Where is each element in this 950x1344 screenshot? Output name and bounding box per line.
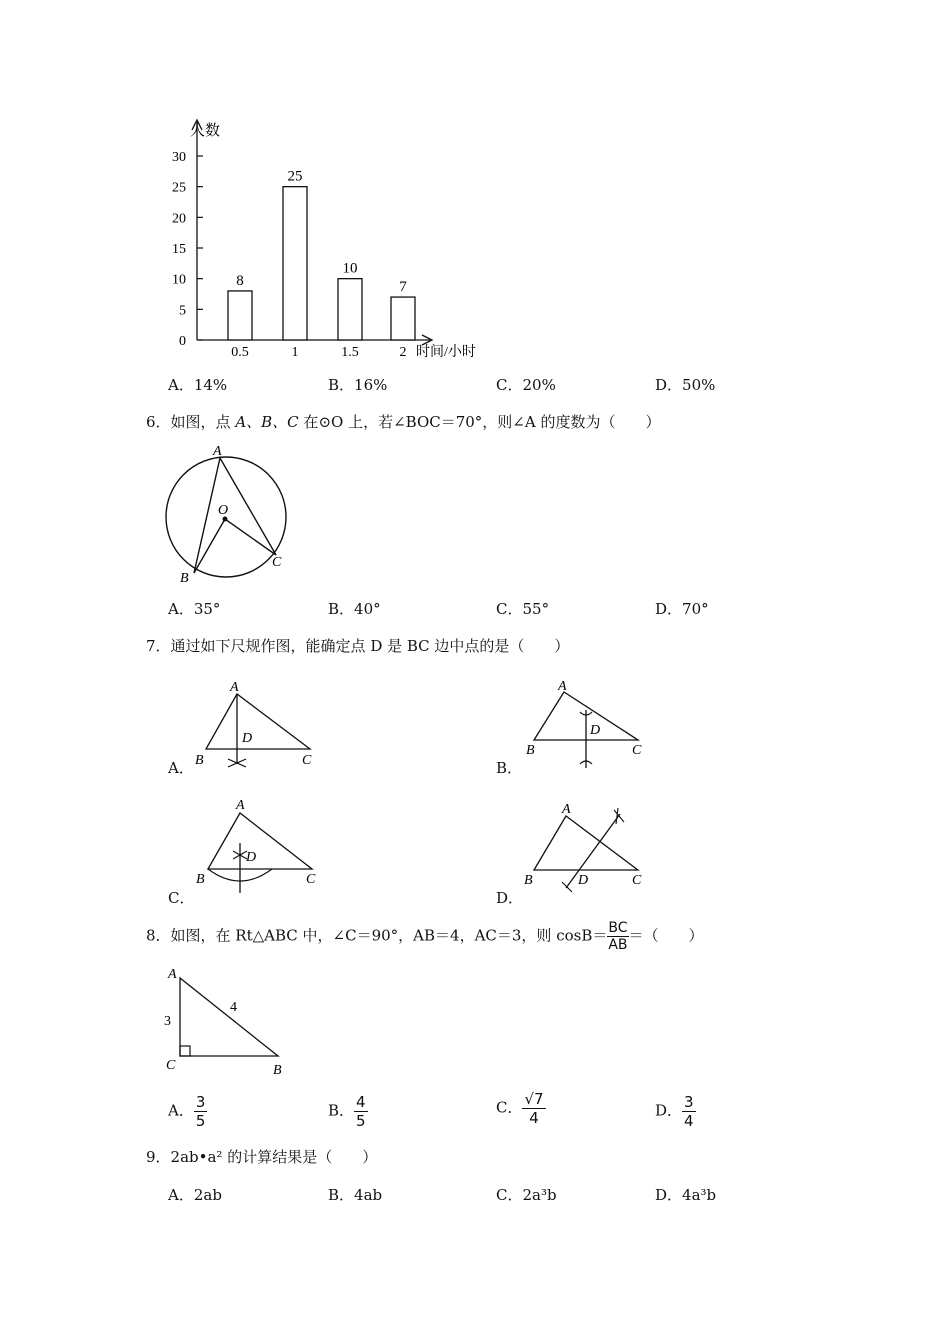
radii-b-o-c	[194, 519, 276, 573]
svg-text:4: 4	[230, 1000, 237, 1015]
label-b: B	[180, 571, 189, 586]
svg-text:D: D	[578, 873, 589, 888]
q6-circle-figure	[158, 438, 298, 588]
q6-option-d[interactable]: D．70°	[655, 600, 709, 618]
q9-option-b[interactable]: B．4ab	[328, 1186, 383, 1204]
q9-option-c[interactable]: C．2a³b	[496, 1186, 557, 1204]
q7-figure-b	[520, 672, 660, 772]
right-angle-mark	[180, 1046, 190, 1056]
data-label: 10	[342, 260, 358, 277]
x-tick-label: 1.5	[341, 345, 359, 360]
label-o: O	[218, 503, 229, 518]
svg-text:C: C	[632, 743, 642, 758]
q8-stem: 8．如图，在 Rt△ABC 中，∠C＝90°，AB＝4，AC＝3，则 cosB＝ $\frac{BC}{AB}$ ＝（ ）	[146, 920, 704, 953]
y-tick-label: 30	[172, 150, 186, 165]
y-tick-label: 25	[172, 180, 186, 196]
svg-text:B: B	[196, 872, 205, 887]
cosb-fraction: $\frac{BC}{AB}$	[608, 920, 628, 953]
x-tick-label: 2	[399, 345, 407, 360]
q8-triangle-figure	[158, 962, 298, 1080]
label-c: C	[272, 555, 282, 570]
x-axis-label: 时间/小时	[416, 345, 476, 360]
q8-option-b[interactable]: B． $\frac{4}{5}$	[328, 1093, 366, 1130]
data-label: 25	[287, 168, 303, 185]
label-a: A	[213, 444, 222, 459]
q5-option-a[interactable]: A．14%	[168, 376, 228, 394]
q8-option-a[interactable]: A． $\frac{3}{5}$	[168, 1093, 206, 1130]
svg-text:B: B	[195, 753, 204, 768]
q6-option-b[interactable]: B．40°	[328, 600, 381, 618]
q9-stem: 9．2ab•a² 的计算结果是（ ）	[146, 1148, 378, 1166]
svg-text:A: A	[558, 679, 567, 694]
svg-text:C: C	[306, 872, 316, 887]
svg-text:A: A	[168, 967, 177, 982]
bar-2	[391, 297, 415, 340]
q7-stem: 7．通过如下尺规作图，能确定点 D 是 BC 边中点的是（ ）	[146, 637, 570, 655]
x-tick-label: 1	[291, 345, 299, 360]
svg-text:B: B	[526, 743, 535, 758]
q7-option-d[interactable]: D．	[496, 889, 524, 907]
q8-option-d[interactable]: D． $\frac{3}{4}$	[655, 1093, 694, 1130]
q5-option-c[interactable]: C．20%	[496, 376, 556, 394]
bar-1	[283, 187, 307, 340]
bar-chart	[150, 110, 510, 370]
x-tick-label: 0.5	[231, 345, 249, 360]
q5-option-b[interactable]: B．16%	[328, 376, 388, 394]
svg-text:A: A	[230, 680, 239, 695]
chord-b-a-c	[194, 458, 276, 573]
svg-text:C: C	[632, 873, 642, 888]
y-tick-label: 0	[179, 334, 186, 349]
svg-text:D: D	[246, 850, 257, 865]
data-label: 7	[399, 279, 407, 296]
bar-1.5	[338, 279, 362, 340]
q6-option-c[interactable]: C．55°	[496, 600, 550, 618]
bar-0.5	[228, 291, 252, 340]
q8-option-c[interactable]: C． $\frac{√7}{4}$	[496, 1090, 544, 1127]
q7-option-b[interactable]: B．	[496, 759, 523, 777]
svg-text:3: 3	[164, 1014, 171, 1029]
q5-option-d[interactable]: D．50%	[655, 376, 716, 394]
svg-text:C: C	[166, 1058, 176, 1073]
y-tick-label: 5	[179, 303, 186, 319]
q9-option-d[interactable]: D．4a³b	[655, 1186, 717, 1204]
q7-figure-d	[520, 798, 660, 898]
q6-stem: 6．如图，点 A、B、C 在⊙O 上，若∠BOC＝70°，则∠A 的度数为（ ）	[146, 413, 661, 431]
svg-text:A: A	[236, 798, 245, 813]
y-tick-label: 10	[172, 272, 186, 288]
svg-text:D: D	[590, 723, 601, 738]
q7-option-c[interactable]: C．	[168, 889, 195, 907]
q7-option-a[interactable]: A．	[168, 759, 194, 777]
svg-text:B: B	[524, 873, 533, 888]
q6-option-a[interactable]: A．35°	[168, 600, 221, 618]
y-axis-label: 人数	[190, 123, 221, 139]
svg-text:C: C	[302, 753, 312, 768]
y-tick-label: 15	[172, 242, 186, 257]
q7-figure-a	[190, 676, 330, 771]
svg-text:A: A	[562, 802, 571, 817]
y-tick-label: 20	[172, 211, 186, 227]
svg-text:B: B	[273, 1063, 282, 1078]
q9-option-a[interactable]: A．2ab	[168, 1186, 222, 1204]
data-label: 8	[236, 272, 244, 289]
svg-text:D: D	[242, 731, 253, 746]
q7-figure-c	[190, 793, 330, 898]
